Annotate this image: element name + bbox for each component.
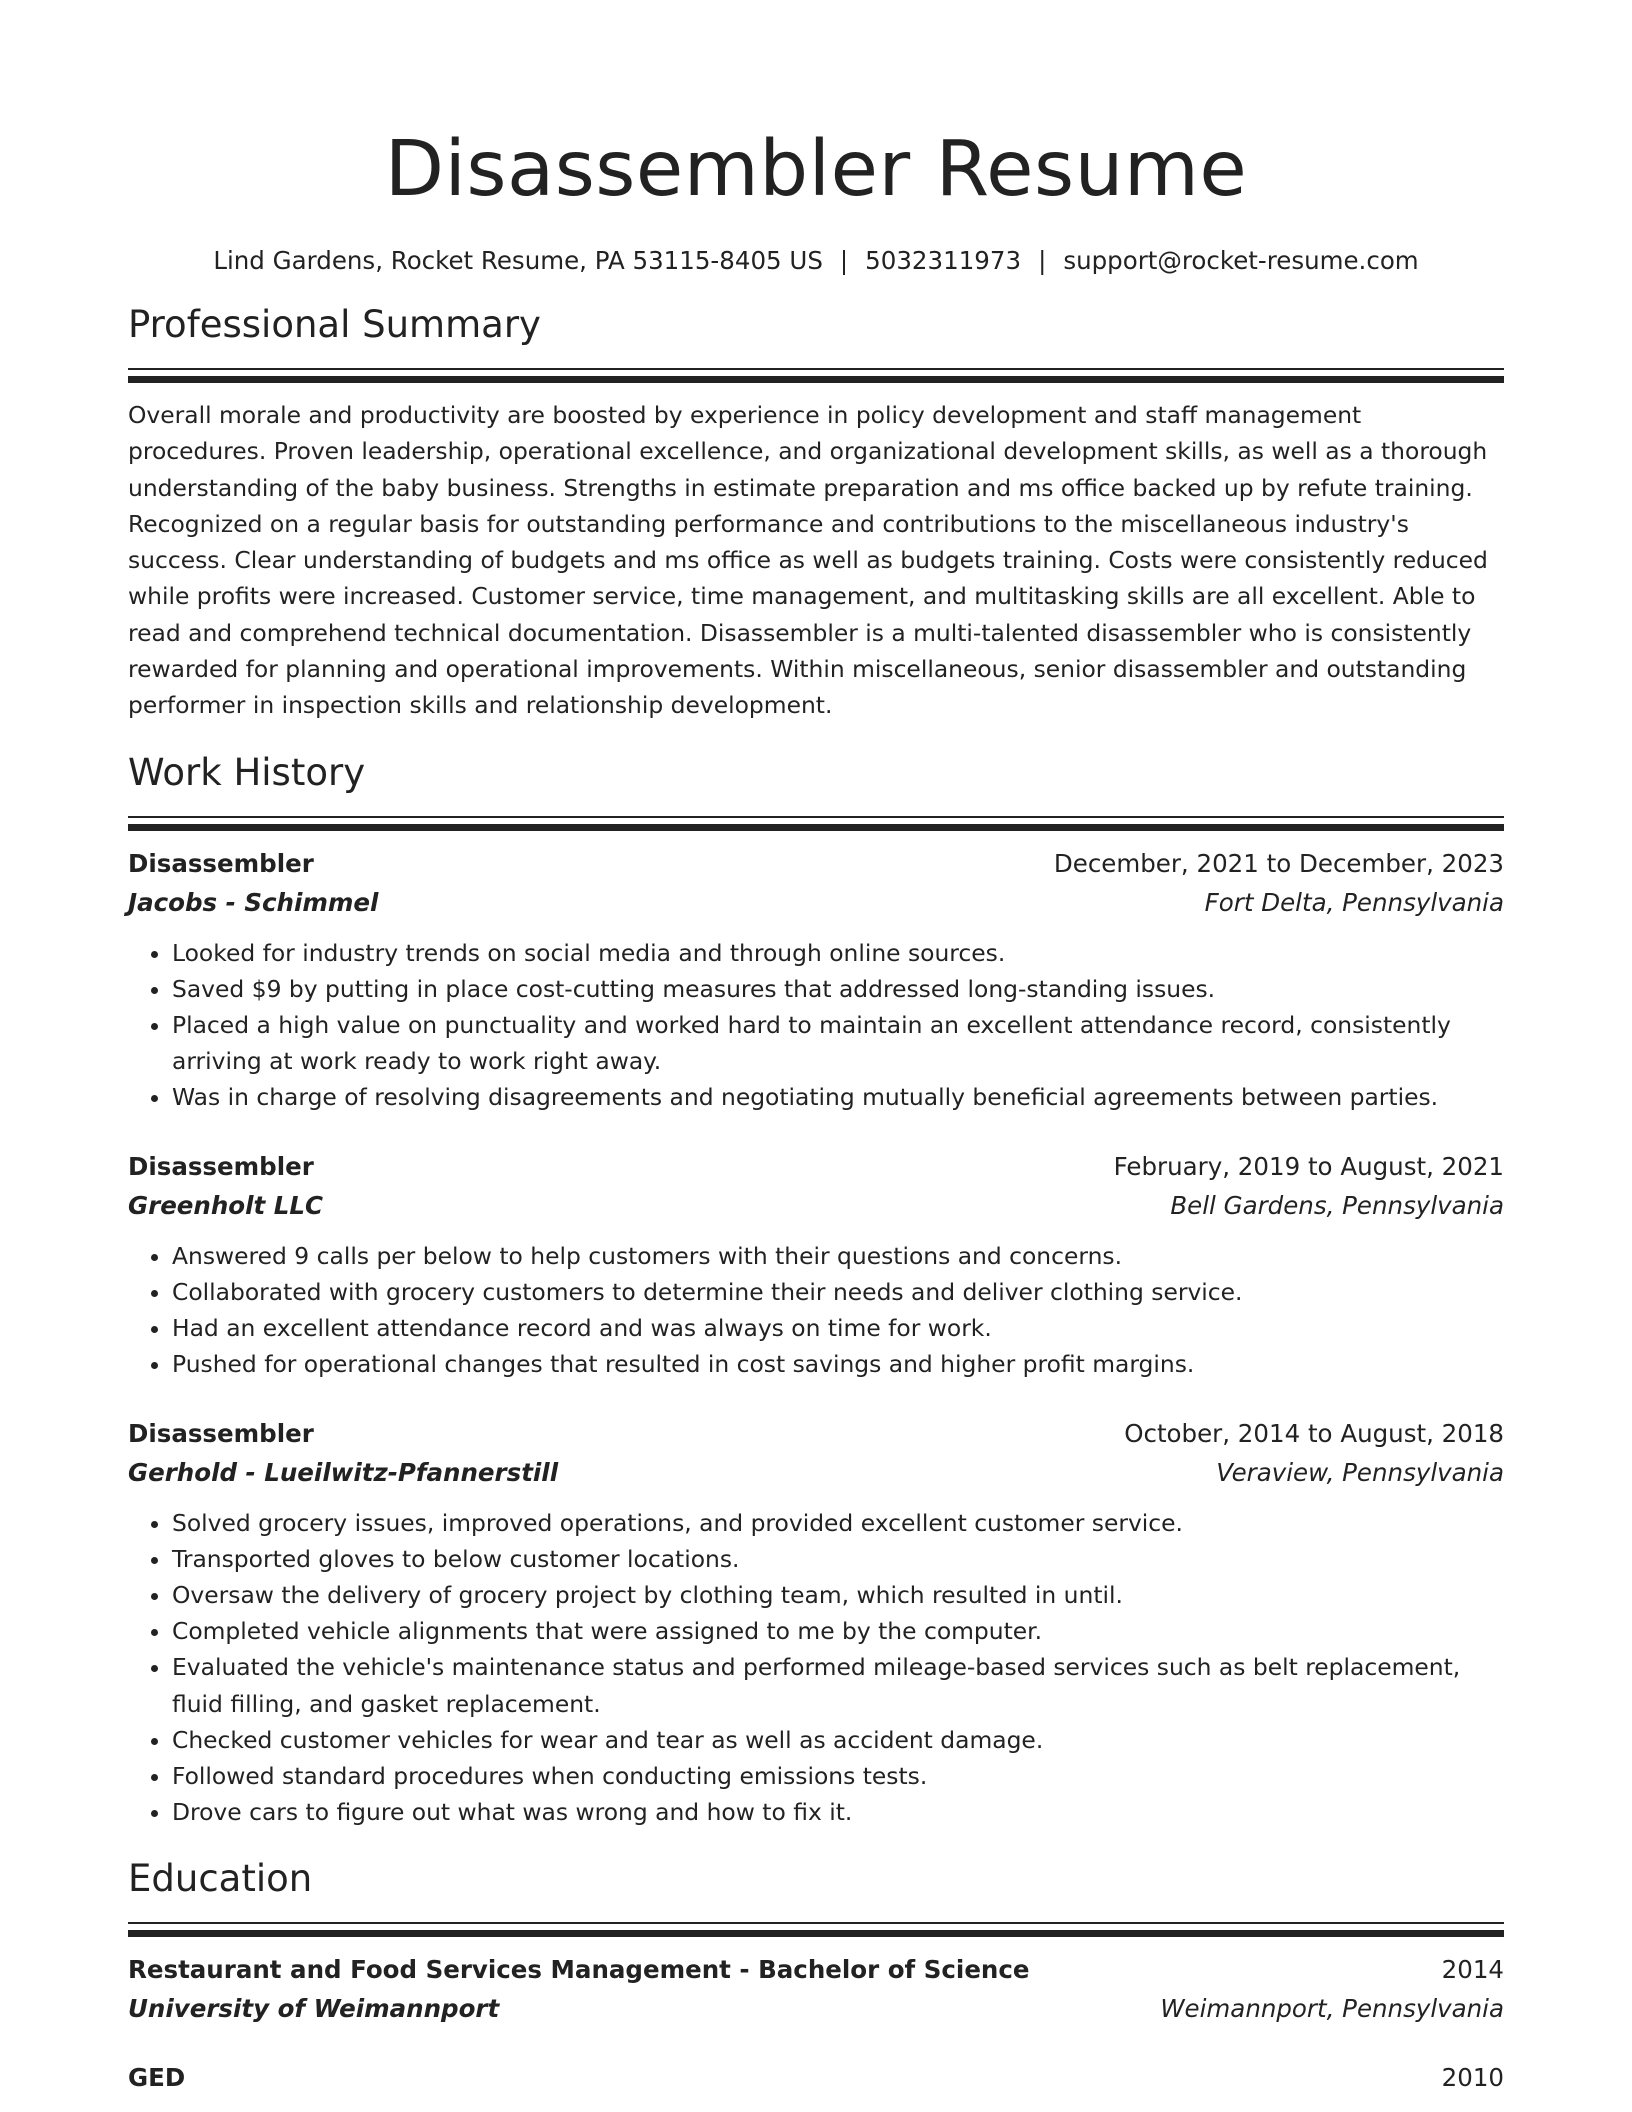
job-location: Bell Gardens, Pennsylvania (1170, 1190, 1504, 1220)
list-item: • Saved $9 by putting in place cost-cutting measures that addressed long-standing issues. (172, 971, 1504, 1007)
education-school: University of Weimannport (128, 1994, 500, 2024)
list-item: • Completed vehicle alignments that were assigned to me by the computer. (172, 1613, 1504, 1649)
job-employer-row (128, 1453, 1504, 1493)
job-dates: February, 2019 to August, 2021 (1113, 1151, 1504, 1181)
work-section (128, 748, 1504, 1831)
resume-title: Disassembler Resume (384, 125, 1248, 214)
list-item: • Followed standard procedures when conducting emissions tests. (172, 1758, 1504, 1794)
job-employer: Greenholt LLC (128, 1190, 323, 1220)
job-employer-row (128, 1186, 1504, 1226)
section-divider (128, 816, 1504, 831)
job-employer-row (128, 883, 1504, 923)
job-entry (128, 1415, 1504, 1831)
list-item: • Placed a high value on punctuality and worked hard to maintain an excellent attendance record, consistently arriving at work ready to work right away. (172, 1007, 1504, 1079)
list-item: • Answered 9 calls per below to help customers with their questions and concerns. (172, 1238, 1504, 1274)
section-divider (128, 1922, 1504, 1937)
education-header-row (128, 1951, 1504, 1989)
contact-separator: | (839, 246, 849, 275)
summary-section (128, 300, 1504, 724)
job-header-row (128, 1148, 1504, 1186)
job-employer: Gerhold - Lueilwitz-Pfannerstill (128, 1457, 559, 1487)
summary-text: Overall morale and productivity are boosted by experience in policy development and staff management procedures. Proven leadership, operational excellence, and organizational development skills, as well as a thorough understanding of the baby business. Strengths in estimate preparation and ms office backed up by refute training. Recognized on a regular basis for outstanding performance and contributions to the miscellaneous industry's success. Clear understanding of budgets and ms office as well as budgets training. Costs were consistently reduced while profits were increased. Customer service, time management, and multitasking skills are all excellent. Able to read and comprehend technical documentation. Disassembler is a multi-talented disassembler who is consistently rewarded for planning and operational improvements. Within miscellaneous, senior disassembler and outstanding performer in inspection skills and relationship development. (128, 401, 1488, 720)
education-header-row (128, 2059, 1504, 2097)
job-bullets (128, 935, 1504, 1116)
education-year: 2014 (1441, 1955, 1504, 1985)
job-header-row (128, 1415, 1504, 1453)
job-employer: Jacobs - Schimmel (128, 887, 379, 917)
job-title: Disassembler (128, 848, 314, 878)
education-location: Weimannport, Pennsylvania (1160, 1994, 1504, 2024)
list-item: • Oversaw the delivery of grocery project by clothing team, which resulted in until. (172, 1577, 1504, 1613)
list-item: • Transported gloves to below customer locations. (172, 1541, 1504, 1577)
list-item: • Looked for industry trends on social media and through online sources. (172, 935, 1504, 971)
contact-address: Lind Gardens, Rocket Resume, PA 53115-8405 US (213, 246, 823, 275)
section-divider (128, 368, 1504, 383)
job-dates: December, 2021 to December, 2023 (1053, 848, 1504, 878)
list-item: • Drove cars to figure out what was wrong and how to fix it. (172, 1794, 1504, 1830)
contact-email[interactable]: support@rocket-resume.com (1063, 246, 1419, 275)
education-entry (128, 1951, 1504, 2029)
job-bullets (128, 1505, 1504, 1831)
job-location: Veraview, Pennsylvania (1216, 1457, 1504, 1487)
job-entry (128, 845, 1504, 1116)
job-title: Disassembler (128, 1418, 314, 1448)
job-entry (128, 1148, 1504, 1383)
education-year: 2010 (1441, 2063, 1504, 2093)
list-item: • Evaluated the vehicle's maintenance status and performed mileage-based services such as belt replacement, fluid filling, and gasket replacement. (172, 1649, 1504, 1721)
list-item: • Pushed for operational changes that resulted in cost savings and higher profit margins. (172, 1346, 1504, 1382)
list-item: • Checked customer vehicles for wear and tear as well as accident damage. (172, 1722, 1504, 1758)
work-heading: Work History (128, 750, 366, 794)
contact-line (128, 244, 1504, 278)
contact-phone: 5032311973 (865, 246, 1022, 275)
job-location: Fort Delta, Pennsylvania (1204, 887, 1504, 917)
list-item: • Was in charge of resolving disagreements and negotiating mutually beneficial agreements between parties. (172, 1079, 1504, 1115)
summary-heading: Professional Summary (128, 303, 541, 346)
education-degree: Restaurant and Food Services Management - Bachelor of Science (128, 1955, 1030, 1985)
education-heading: Education (128, 1857, 313, 1901)
education-degree: GED (128, 2063, 186, 2093)
job-header-row (128, 845, 1504, 883)
list-item: • Solved grocery issues, improved operations, and provided excellent customer service. (172, 1505, 1504, 1541)
education-section (128, 1854, 1504, 2097)
job-dates: October, 2014 to August, 2018 (1124, 1418, 1504, 1448)
education-entry (128, 2059, 1504, 2097)
contact-separator: | (1038, 246, 1047, 275)
list-item: • Collaborated with grocery customers to determine their needs and deliver clothing service. (172, 1274, 1504, 1310)
list-item: • Had an excellent attendance record and was always on time for work. (172, 1310, 1504, 1346)
education-school-row (128, 1989, 1504, 2029)
job-title: Disassembler (128, 1151, 314, 1181)
job-bullets (128, 1238, 1504, 1383)
